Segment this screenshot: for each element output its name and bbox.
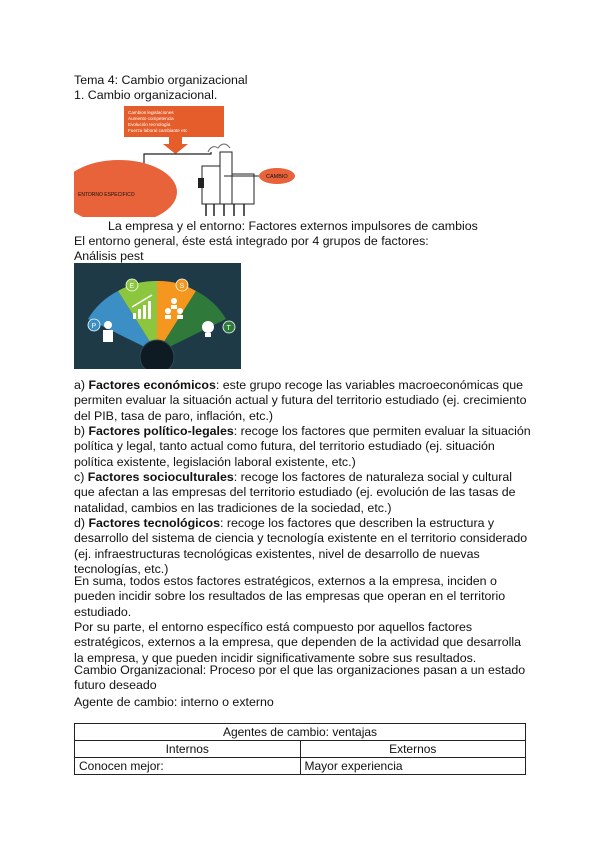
factor-text: : recoge los factores de naturaleza social y cultural que afectan a las empresas del territorio estudiado (ej. evolución de las tasas de natalidad, cambios en las tradiciones de la sociedad, etc.): [74, 470, 516, 515]
pest-letter: P: [91, 323, 97, 330]
person-icon: [103, 321, 113, 342]
factor-text: : recoge los factores que describen la estructura y desarrollo del sistema de ciencia y tecnología existente en el territorio considerado (ej. infraestructuras tecnológicas existentes, nivel de desarrollo de nuevas tecnologías, etc.): [74, 516, 528, 576]
environment-label: ENTORNO ESPECIFICO: [78, 192, 135, 198]
factor-economic: [74, 378, 534, 424]
change-label: CAMBIO: [266, 174, 288, 180]
factor-title: Factores económicos: [88, 378, 216, 392]
pest-figure: [74, 263, 241, 369]
factor-item: Aumento competencia: [128, 116, 174, 121]
agents-table: [74, 723, 526, 775]
table-header: Externos: [300, 741, 526, 758]
section-heading: 1. Cambio organizacional.: [74, 88, 218, 102]
pest-heading: Análisis pest: [74, 249, 144, 263]
factor-technological: [74, 516, 534, 577]
table-header-row: [75, 741, 526, 758]
factor-title: Factores tecnológicos: [88, 516, 220, 530]
specific-paragraph: Por su parte, el entorno específico está compuesto por aquellos factores estratégicos, externos a la empresa, que dependen de la actividad que desarrolla la empresa, y que pueden incidir significativamente sobre sus resultados.: [74, 620, 522, 665]
topic-heading: Tema 4: Cambio organizacional: [74, 73, 248, 87]
table-header: Internos: [75, 741, 301, 758]
factor-prefix: a): [74, 378, 89, 392]
factor-text: : recoge los factores que permiten evaluar la situación política y legal, tanto actual como futura, del territorio estudiado (ej. situación política existente, legislación laboral existente, etc.): [74, 424, 531, 469]
factor-political: [74, 424, 534, 470]
summary-paragraph: En suma, todos estos factores estratégicos, externos a la empresa, inciden o pueden incidir sobre los resultados de las empresas que operan en el territorio estudiado.: [74, 574, 506, 619]
factor-sociocultural: [74, 470, 534, 516]
table-title: Agentes de cambio: ventajas: [75, 724, 526, 741]
pest-letter: T: [226, 325, 231, 332]
figure-caption: La empresa y el entorno: Factores externos impulsores de cambios: [108, 219, 478, 233]
factor-prefix: d): [74, 516, 89, 530]
factor-item: Cambios legislaciones: [128, 110, 174, 115]
factor-title: Factores político-legales: [88, 424, 234, 438]
table-cell: Mayor experiencia: [300, 758, 526, 775]
pest-letter: S: [179, 283, 185, 290]
factor-title: Factores socioculturales: [87, 470, 234, 484]
factor-prefix: b): [74, 424, 89, 438]
table-row: [75, 758, 526, 775]
factor-text: : este grupo recoge las variables macroeconómicas que permiten evaluar la situación actual y futura del territorio estudiado (ej. crecimiento del PIB, tasa de paro, inflación, etc.): [74, 378, 527, 423]
factor-item: Evolución tecnología: [128, 122, 171, 127]
intro-line: El entorno general, éste está integrado por 4 grupos de factores:: [74, 234, 429, 248]
environment-figure: [74, 104, 296, 217]
pest-letter: E: [129, 283, 135, 290]
table-cell: Conocen mejor:: [75, 758, 301, 775]
agent-line: Agente de cambio: interno o externo: [74, 695, 274, 709]
factor-prefix: c): [74, 470, 88, 484]
definition-paragraph: Cambio Organizacional: Proceso por el que las organizaciones pasan a un estado futuro deseado: [74, 663, 526, 693]
factor-item: Fuerza laboral cambiante etc: [128, 128, 188, 133]
